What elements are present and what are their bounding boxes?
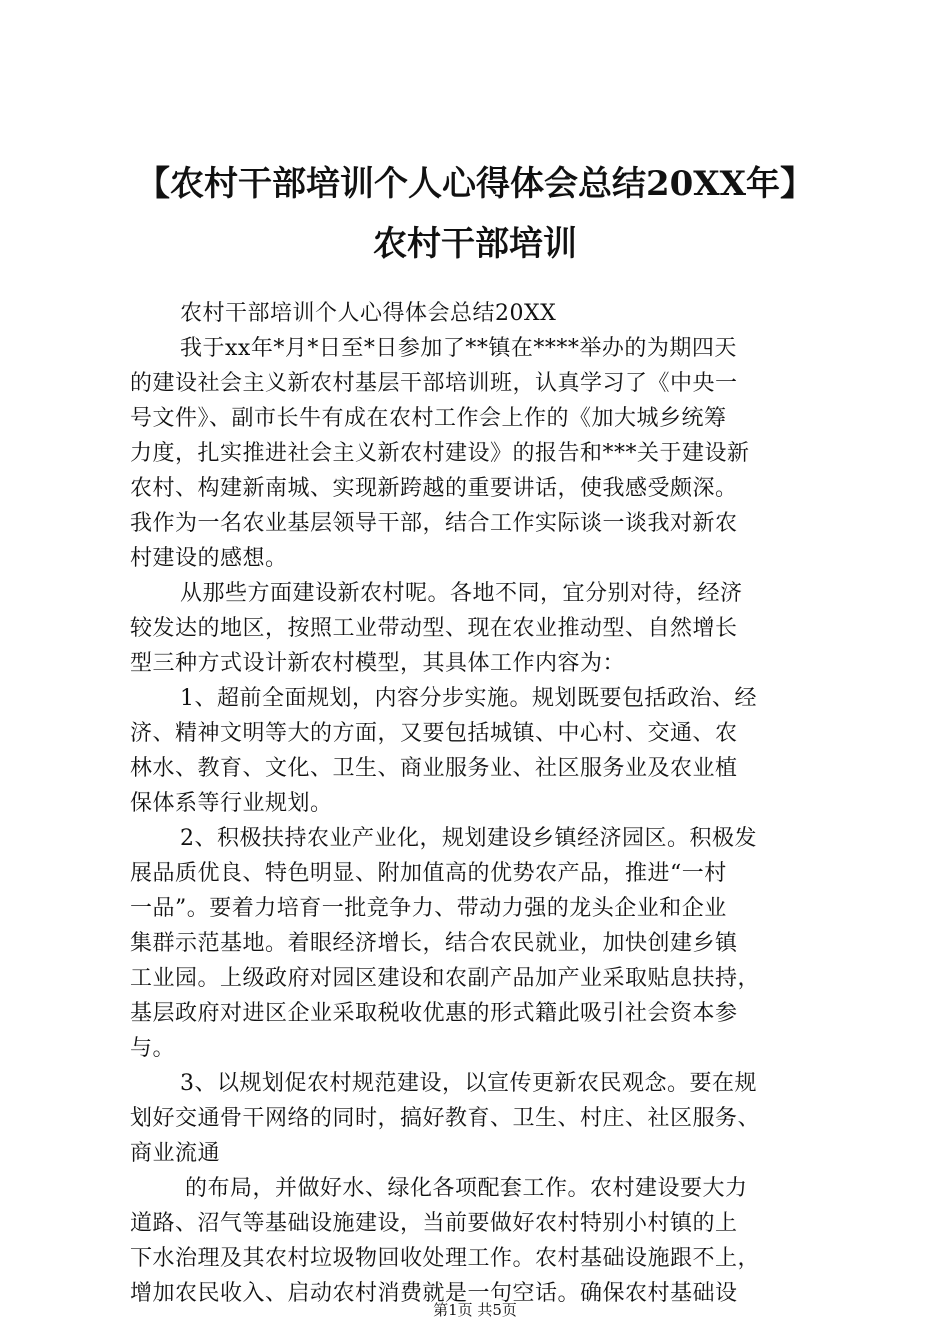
body-line: 1、超前全面规划，内容分步实施。规划既要包括政治、经 — [180, 686, 757, 711]
body-line: 基层政府对进区企业采取税收优惠的形式籍此吸引社会资本参 — [130, 1001, 738, 1026]
body-line: 一品”。要着力培育一批竞争力、带动力强的龙头企业和企业 — [130, 896, 727, 921]
document-title-continued: 农村干部培训 — [373, 224, 577, 264]
body-line: 3、以规划促农村规范建设，以宣传更新农民观念。要在规 — [180, 1071, 757, 1096]
body-line: 我于xx年*月*日至*日参加了**镇在****举办的为期四天 — [180, 336, 737, 361]
body-line: 林水、教育、文化、卫生、商业服务业、社区服务业及农业植 — [130, 756, 738, 781]
body-line: 下水治理及其农村垃圾物回收处理工作。农村基础设施跟不上， — [130, 1246, 761, 1271]
body-line: 较发达的地区，按照工业带动型、现在农业推动型、自然增长 — [130, 616, 738, 641]
body-line: 力度，扎实推进社会主义新农村建设》的报告和***关于建设新 — [130, 441, 750, 466]
body-line: 保体系等行业规划。 — [130, 791, 333, 816]
body-line: 商业流通 — [130, 1141, 221, 1166]
body-line: 村建设的感想。 — [130, 546, 288, 571]
body-line: 号文件》、副市长牛有成在农村工作会上作的《加大城乡统筹 — [130, 406, 727, 431]
document-title: 【农村干部培训个人心得体会总结20XX年】 — [135, 164, 815, 204]
body-line: 道路、沼气等基础设施建设，当前要做好农村特别小村镇的上 — [130, 1211, 738, 1236]
body-line: 从那些方面建设新农村呢。各地不同，宜分别对待，经济 — [180, 581, 743, 606]
body-line: 展品质优良、特色明显、附加值高的优势农产品，推进“一村 — [130, 861, 727, 886]
body-line: 与。 — [130, 1036, 176, 1061]
body-line: 农村、构建新南城、实现新跨越的重要讲话，使我感受颇深。 — [130, 476, 738, 501]
body-line: 农村干部培训个人心得体会总结20XX — [180, 301, 557, 326]
body-line: 工业园。上级政府对园区建设和农副产品加产业采取贴息扶持， — [130, 966, 761, 991]
body-line: 的布局，并做好水、绿化各项配套工作。农村建设要大力 — [185, 1176, 748, 1201]
document-body — [130, 296, 830, 1311]
body-line: 划好交通骨干网络的同时，搞好教育、卫生、村庄、社区服务、 — [130, 1106, 761, 1131]
body-line: 我作为一名农业基层领导干部，结合工作实际谈一谈我对新农 — [130, 511, 738, 536]
body-line: 2、积极扶持农业产业化，规划建设乡镇经济园区。积极发 — [180, 826, 757, 851]
body-line: 增加农民收入、启动农村消费就是一句空话。确保农村基础设 — [130, 1281, 738, 1306]
body-line: 济、精神文明等大的方面，又要包括城镇、中心村、交通、农 — [130, 721, 738, 746]
body-line: 型三种方式设计新农村模型，其具体工作内容为： — [130, 651, 626, 676]
body-line: 集群示范基地。着眼经济增长，结合农民就业，加快创建乡镇 — [130, 931, 738, 956]
page-number-footer: 第1页 共5页 — [433, 1301, 517, 1319]
body-line: 的建设社会主义新农村基层干部培训班，认真学习了《中央一 — [130, 371, 738, 396]
